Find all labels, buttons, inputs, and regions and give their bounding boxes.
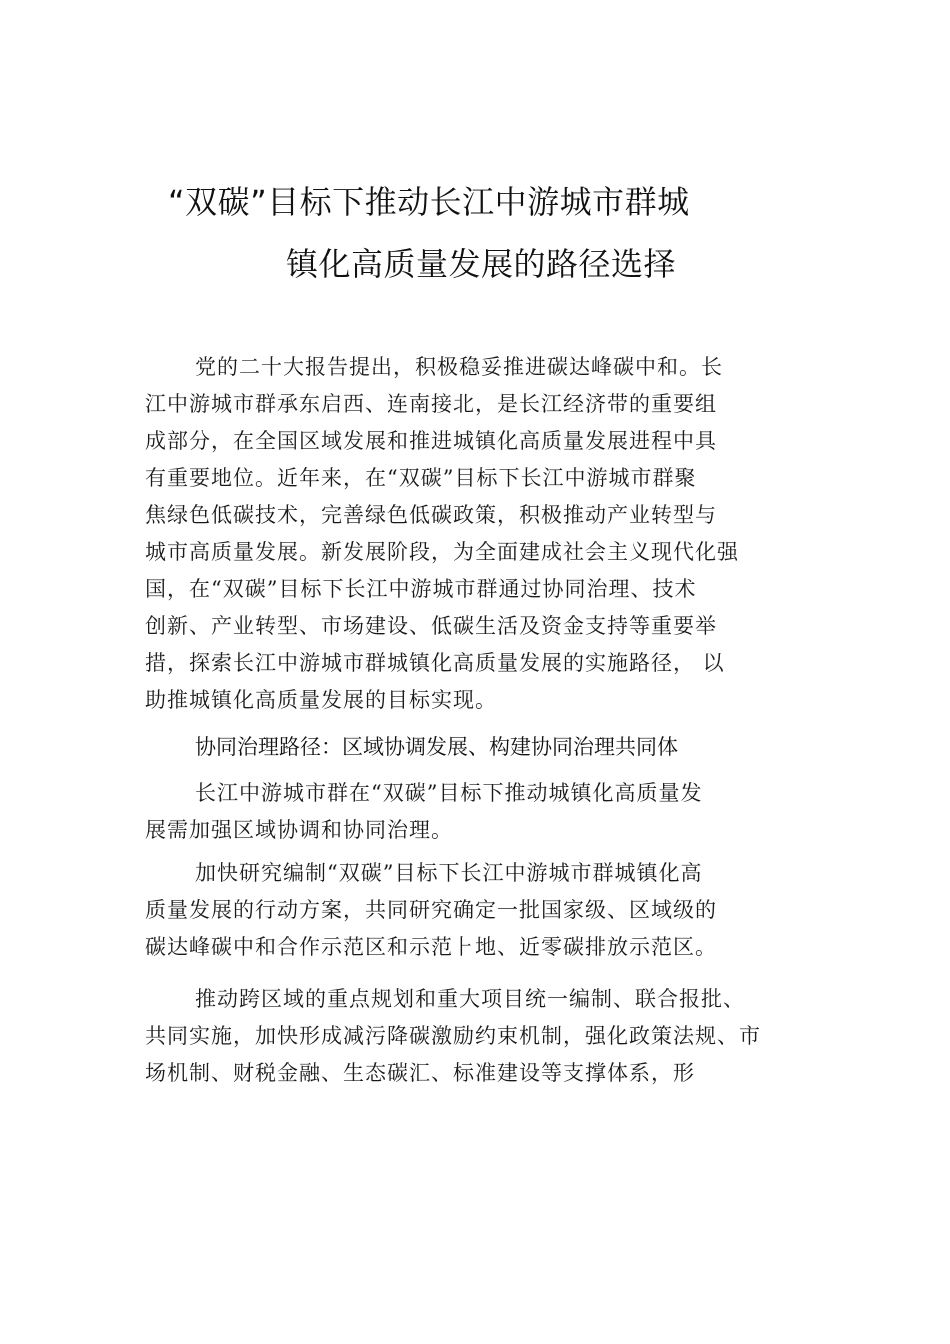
paragraph-4-line-1: 推动跨区域的重点规划和重大项目统一编制、联合报批、 <box>195 987 745 1011</box>
paragraph-1-line-8: 创新、产业转型、市场建设、低碳生活及资金支持等重要举 <box>145 614 717 638</box>
paragraph-1-line-3: 成部分，在全国区域发展和推进城镇化高质量发展进程中具 <box>145 429 717 453</box>
paragraph-2-line-1: 长江中游城市群在“双碳”目标下推动城镇化高质量发 <box>195 781 703 805</box>
section-heading: 协同治理路径：区域协调发展、构建协同治理共同体 <box>195 735 678 759</box>
paragraph-3-line-2: 质量发展的行动方案，共同研究确定一批国家级、区域级的 <box>145 898 717 922</box>
document-title-line-2: 镇化高质量发展的路径选择 <box>286 245 677 283</box>
paragraph-1-line-5: 焦绿色低碳技术，完善绿色低碳政策，积极推动产业转型与 <box>145 503 717 527</box>
paragraph-1-line-10: 助推城镇化高质量发展的目标实现。 <box>145 688 497 712</box>
paragraph-1-line-9: 措，探索长江中游城市群城镇化高质量发展的实施路径， 以 <box>145 651 725 675</box>
paragraph-4-line-2: 共同实施，加快形成减污降碳激励约束机制，强化政策法规、市 <box>145 1024 761 1048</box>
paragraph-3-line-3: 碳达峰碳中和合作示范区和示范⺊地、近零碳排放示范区。 <box>145 935 717 959</box>
paragraph-1-line-2: 江中游城市群承东启西、连南接北，是长江经济带的重要组 <box>145 392 717 416</box>
paragraph-3-line-1: 加快研究编制“双碳”目标下长江中游城市群城镇化高 <box>195 861 703 885</box>
document-title-line-1: “双碳”目标下推动长江中游城市群城 <box>168 183 690 221</box>
paragraph-1-line-1: 党的二十大报告提出，积极稳妥推进碳达峰碳中和。长 <box>195 355 723 379</box>
paragraph-1-line-6: 城市高质量发展。新发展阶段，为全面建成社会主义现代化强 <box>145 540 739 564</box>
paragraph-1-line-4: 有重要地位。近年来，在“双碳”目标下长江中游城市群聚 <box>145 466 697 490</box>
paragraph-1-line-7: 国，在“双碳”目标下长江中游城市群通过协同治理、技术 <box>145 577 697 601</box>
paragraph-2-line-2: 展需加强区域协调和协同治理。 <box>145 818 453 842</box>
paragraph-4-line-3: 场机制、财税金融、生态碳汇、标准建设等支撑体系，形 <box>145 1061 695 1085</box>
